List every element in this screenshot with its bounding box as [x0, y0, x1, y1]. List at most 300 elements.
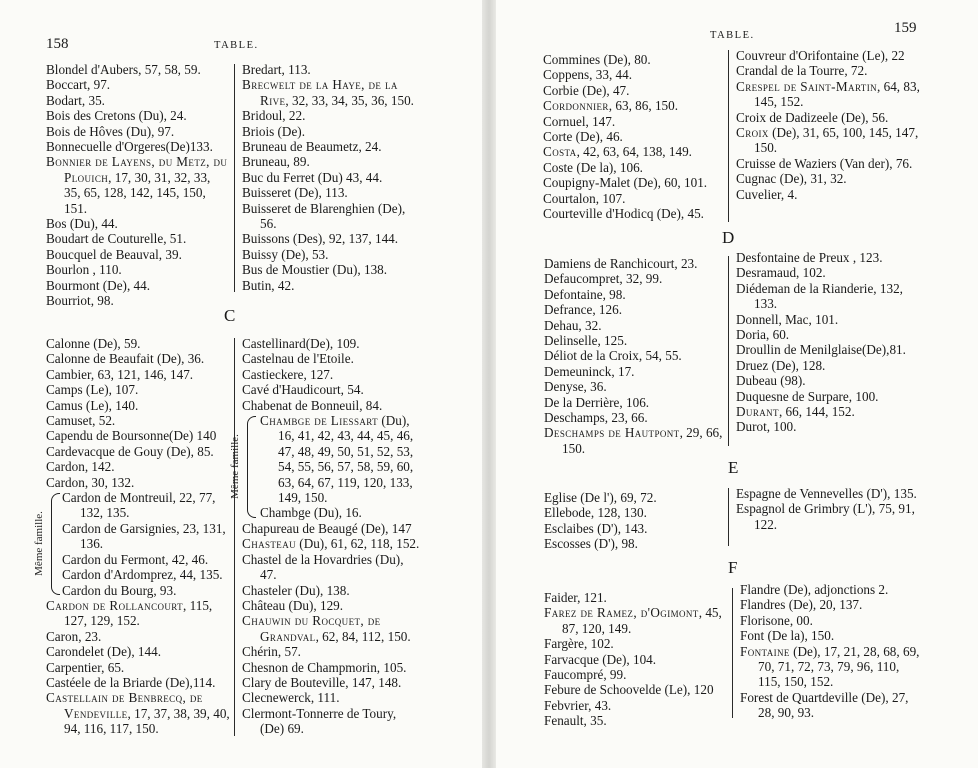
- index-entry: [543, 129, 723, 144]
- entry-name-smallcaps: Croix: [736, 125, 769, 141]
- entry-text: Faider, 121.: [544, 590, 607, 605]
- index-entry: [544, 713, 726, 728]
- index-entry: [543, 114, 723, 129]
- index-entry: [242, 598, 420, 613]
- column-rule: [234, 338, 235, 736]
- index-entry: [242, 521, 420, 536]
- index-entry: [544, 364, 724, 379]
- index-entry: [62, 552, 230, 567]
- index-entry: [544, 287, 724, 302]
- column-rule: [728, 256, 729, 446]
- index-entry: [46, 278, 230, 293]
- entry-name-smallcaps: Cardon de Rollancourt: [46, 597, 184, 613]
- index-entry: [544, 652, 726, 667]
- entry-text: , 17, 37, 38, 39, 40, 94, 116, 117, 150.: [64, 705, 230, 737]
- index-column-d-2: [736, 250, 922, 435]
- entry-text: Chérin, 57.: [242, 644, 301, 660]
- index-entry: [46, 262, 230, 277]
- entry-text: Cardon du Bourg, 93.: [62, 582, 177, 598]
- index-entry: [242, 262, 420, 277]
- index-entry: [740, 613, 924, 628]
- entry-text: , 63, 86, 150.: [608, 98, 679, 114]
- index-entry: [242, 231, 420, 246]
- index-entry: [544, 636, 726, 651]
- index-entry: [544, 318, 724, 333]
- entry-name-smallcaps: Fontaine: [740, 643, 790, 659]
- entry-text: Esclaibes (D'), 143.: [544, 520, 648, 536]
- entry-name-smallcaps: Durant: [736, 404, 779, 420]
- entry-text: Ellebode, 128, 130.: [544, 505, 647, 521]
- entry-text: Clary de Bouteville, 147, 148.: [242, 674, 402, 690]
- index-column-c-2: [229, 336, 420, 737]
- entry-name-smallcaps: Farez de Ramez, d'Ogimont: [544, 605, 699, 621]
- entry-text: Duquesne de Surpare, 100.: [736, 388, 879, 404]
- index-column-d-1: [544, 256, 724, 456]
- entry-text: Bridoul, 22.: [242, 108, 306, 124]
- entry-text: De la Derrière, 106.: [544, 394, 650, 410]
- index-entry: [46, 351, 230, 366]
- index-entry: [544, 379, 724, 394]
- index-entry: [543, 67, 723, 82]
- index-entry: [736, 501, 922, 532]
- entry-text: Droullin de Menilglaise(De),81.: [736, 342, 906, 358]
- entry-text: Cugnac (De), 31, 32.: [736, 171, 847, 187]
- entry-text: Defontaine, 98.: [544, 286, 626, 302]
- index-entry: [544, 682, 726, 697]
- entry-text: Cardon d'Ardomprez, 44, 135.: [62, 567, 223, 583]
- index-entry: [46, 629, 230, 644]
- entry-text: Donnell, Mac, 101.: [736, 311, 839, 327]
- entry-text: Cavé d'Haudicourt, 54.: [242, 382, 364, 398]
- index-entry: [544, 667, 726, 682]
- index-entry: [46, 293, 230, 308]
- index-entry: [62, 567, 230, 582]
- entry-text: Croix de Dadizeele (De), 56.: [736, 109, 889, 125]
- index-entry: [242, 170, 420, 185]
- entry-text: Clermont-Tonnerre de Toury, (De) 69.: [242, 705, 397, 737]
- index-entry: [242, 124, 420, 139]
- entry-text: Camuset, 52.: [46, 413, 116, 429]
- entry-text: Cardon de Garsignies, 23, 131, 136.: [62, 520, 226, 552]
- entry-text: Doria, 60.: [736, 327, 790, 343]
- entry-name-smallcaps: Chasteau: [242, 536, 296, 552]
- index-entry: [736, 281, 922, 312]
- index-entry: [46, 77, 230, 92]
- index-entry: [736, 419, 922, 434]
- entry-text: Farvacque (De), 104.: [544, 651, 657, 667]
- index-entry: [242, 278, 420, 293]
- index-entry: [242, 201, 420, 232]
- entry-name-smallcaps: Bonnier de Layens, du Metz, du Plouich: [46, 154, 228, 185]
- index-entry: [242, 77, 420, 108]
- index-column-c-4: [736, 48, 922, 202]
- index-entry: [242, 154, 420, 169]
- entry-text: Chapureau de Beaugé (De), 147: [242, 520, 412, 536]
- index-column-f-2: [740, 582, 924, 721]
- book-gutter: [482, 0, 496, 768]
- entry-text: Carpentier, 65.: [46, 659, 125, 675]
- entry-text: Bruneau, 89.: [242, 154, 310, 170]
- entry-text: , 32, 33, 34, 35, 36, 150.: [285, 92, 414, 108]
- entry-text: Castéele de la Briarde (De),114.: [46, 674, 216, 690]
- entry-text: Bourlon , 110.: [46, 262, 122, 278]
- entry-text: Boccart, 97.: [46, 77, 111, 93]
- entry-text: Calonne (De), 59.: [46, 336, 141, 351]
- entry-text: Castellinard(De), 109.: [242, 336, 360, 351]
- index-entry: [736, 171, 922, 186]
- index-entry: [740, 690, 924, 721]
- index-entry: [242, 336, 420, 351]
- entry-text: Cardon, 142.: [46, 459, 115, 475]
- index-entry: [46, 108, 230, 123]
- entry-text: Flandres (De), 20, 137.: [740, 597, 863, 613]
- entry-text: Flandre (De), adjonctions 2.: [740, 582, 889, 597]
- entry-text: Boucquel de Beauval, 39.: [46, 246, 182, 262]
- group-brace: [247, 416, 256, 518]
- entry-text: Déliot de la Croix, 54, 55.: [544, 348, 682, 364]
- index-entry: [736, 48, 922, 63]
- entry-text: Dubeau (98).: [736, 373, 806, 389]
- column-rule: [732, 588, 733, 718]
- entry-text: Eglise (De l'), 69, 72.: [544, 490, 657, 505]
- index-entry: [62, 521, 230, 552]
- index-entry: [46, 398, 230, 413]
- index-entry: [260, 505, 420, 520]
- index-entry: [740, 582, 924, 597]
- entry-text: Castelnau de l'Etoile.: [242, 351, 354, 367]
- index-entry: [736, 373, 922, 388]
- entry-text: Escosses (D'), 98.: [544, 536, 638, 552]
- index-entry: [46, 475, 230, 490]
- entry-text: Espagne de Vennevelles (D'), 135.: [736, 486, 917, 501]
- entry-text: Bodart, 35.: [46, 92, 105, 108]
- column-rule: [234, 64, 235, 292]
- index-entry: [544, 605, 726, 636]
- entry-text: Camps (Le), 107.: [46, 382, 139, 398]
- index-column-b-1: [46, 62, 230, 309]
- group-brace: [51, 493, 60, 595]
- index-entry: [242, 690, 420, 705]
- entry-text: Delinselle, 125.: [544, 333, 628, 349]
- entry-text: Buisseret de Blarenghien (De), 56.: [242, 200, 406, 232]
- index-entry: [544, 536, 724, 551]
- index-entry: [242, 613, 420, 644]
- entry-text: Desfontaine de Preux , 123.: [736, 250, 883, 265]
- index-entry: [736, 312, 922, 327]
- index-entry: [46, 675, 230, 690]
- entry-text: (Du), 16, 41, 42, 43, 44, 45, 46, 47, 48, 49, 50, 51, 52, 53, 54, 55, 56, 57, 58, 59, 60, 63, 64, 67, 119, 120, 133, 149, 150.: [278, 413, 414, 506]
- entry-text: Calonne de Beaufait (De), 36.: [46, 351, 205, 367]
- index-entry: [736, 125, 922, 156]
- entry-text: Bonnecuelle d'Orgeres(De)133.: [46, 139, 213, 155]
- index-entry: [46, 231, 230, 246]
- entry-text: Camus (Le), 140.: [46, 397, 139, 413]
- index-entry: [46, 382, 230, 397]
- index-entry: [46, 660, 230, 675]
- index-entry: [242, 583, 420, 598]
- index-entry: [242, 644, 420, 659]
- entry-text: Bruneau de Beaumetz, 24.: [242, 139, 382, 155]
- left-page: [0, 0, 482, 768]
- entry-text: Chasteler (Du), 138.: [242, 582, 350, 598]
- index-entry: [242, 367, 420, 382]
- entry-text: , 17, 30, 31, 32, 33, 35, 65, 128, 142, 145, 150, 151.: [64, 169, 211, 216]
- entry-text: Defrance, 126.: [544, 302, 622, 318]
- index-entry: [46, 139, 230, 154]
- entry-text: Denyse, 36.: [544, 379, 607, 395]
- entry-text: Cardon de Montreuil, 22, 77, 132, 135.: [62, 490, 216, 521]
- entry-text: Corte (De), 46.: [543, 129, 623, 145]
- entry-text: Buc du Ferret (Du) 43, 44.: [242, 169, 383, 185]
- entry-text: Febure de Schoovelde (Le), 120: [544, 682, 714, 698]
- entry-text: Font (De la), 150.: [740, 628, 835, 644]
- page-number: 159: [894, 20, 917, 36]
- index-entry: [242, 536, 420, 551]
- entry-text: , 29, 66, 150.: [562, 425, 723, 456]
- entry-text: Courteville d'Hodicq (De), 45.: [543, 206, 704, 222]
- entry-text: , 62, 84, 112, 150.: [315, 628, 411, 644]
- entry-text: Bus de Moustier (Du), 138.: [242, 262, 388, 278]
- index-entry: [736, 250, 922, 265]
- index-entry: [736, 187, 922, 202]
- entry-text: Coppens, 33, 44.: [543, 67, 633, 83]
- index-entry: [736, 265, 922, 280]
- index-entry: [62, 490, 230, 521]
- entry-text: Caron, 23.: [46, 628, 102, 644]
- entry-text: Defaucompret, 32, 99.: [544, 271, 663, 287]
- entry-text: Demeuninck, 17.: [544, 363, 635, 379]
- index-entry: [543, 191, 723, 206]
- index-entry: [242, 398, 420, 413]
- index-entry: [260, 413, 420, 505]
- index-entry: [46, 413, 230, 428]
- entry-text: Château (Du), 129.: [242, 597, 344, 613]
- index-entry: [62, 583, 230, 598]
- entry-name-smallcaps: Deschamps de Hautpont: [544, 425, 680, 441]
- index-entry: [46, 154, 230, 216]
- index-entry: [543, 175, 723, 190]
- index-entry: [740, 644, 924, 690]
- entry-text: , 45, 87, 120, 149.: [562, 605, 722, 636]
- index-entry: [736, 327, 922, 342]
- index-entry: [46, 216, 230, 231]
- index-entry: [242, 247, 420, 262]
- entry-text: Durot, 100.: [736, 419, 797, 435]
- entry-text: Crandal de la Tourre, 72.: [736, 63, 868, 79]
- index-entry: [736, 110, 922, 125]
- index-entry: [736, 156, 922, 171]
- index-entry: [46, 459, 230, 474]
- index-entry: [46, 598, 230, 629]
- entry-text: Cornuel, 147.: [543, 113, 616, 129]
- index-entry: [242, 675, 420, 690]
- index-entry: [543, 160, 723, 175]
- index-column-c-1: [33, 336, 230, 737]
- section-letter-f: F: [728, 558, 738, 577]
- index-entry: [736, 389, 922, 404]
- entry-name-smallcaps: Chauwin du Rocquet, de Grandval: [242, 613, 381, 644]
- entry-text: Bredart, 113.: [242, 62, 311, 77]
- running-head: TABLE.: [710, 30, 755, 41]
- index-entry: [46, 428, 230, 443]
- column-rule: [728, 488, 729, 546]
- index-column-b-2: [242, 62, 420, 293]
- entry-text: Desramaud, 102.: [736, 265, 826, 281]
- entry-text: Druez (De), 128.: [736, 357, 826, 373]
- index-entry: [242, 185, 420, 200]
- entry-text: Fenault, 35.: [544, 713, 607, 729]
- index-entry: [543, 206, 723, 221]
- group-label: Même famille.: [33, 511, 45, 577]
- entry-text: Briois (De).: [242, 123, 305, 139]
- entry-text: Capendu de Boursonne(De) 140: [46, 428, 217, 444]
- entry-text: Coupigny-Malet (De), 60, 101.: [543, 175, 708, 191]
- index-entry: [544, 256, 724, 271]
- entry-name-smallcaps: Crespel de Saint-Martin: [736, 78, 877, 94]
- group-label: Même famille.: [229, 434, 241, 500]
- index-entry: [736, 342, 922, 357]
- entry-name-smallcaps: Chambge de Liessart: [260, 413, 379, 429]
- entry-text: Buissons (Des), 92, 137, 144.: [242, 231, 399, 247]
- entry-name-smallcaps: Castellain de Benbrecq, de Vendeville: [46, 690, 203, 721]
- index-entry: [736, 79, 922, 110]
- entry-text: Florisone, 00.: [740, 612, 813, 628]
- entry-text: , 66, 144, 152.: [778, 404, 855, 420]
- index-entry: [242, 139, 420, 154]
- entry-text: Corbie (De), 47.: [543, 82, 630, 98]
- entry-text: Febvrier, 43.: [544, 697, 612, 713]
- entry-name-smallcaps: Cordonnier: [543, 98, 609, 114]
- entry-text: Cuvelier, 4.: [736, 186, 798, 202]
- entry-name-smallcaps: Costa: [543, 144, 577, 160]
- entry-text: Commines (De), 80.: [543, 52, 651, 67]
- running-head: TABLE.: [214, 40, 259, 51]
- entry-text: (Du), 61, 62, 118, 152.: [296, 536, 420, 552]
- index-entry: [544, 410, 724, 425]
- index-entry: [242, 706, 420, 737]
- entry-text: Fargère, 102.: [544, 636, 614, 652]
- entry-text: Boudart de Couturelle, 51.: [46, 231, 187, 247]
- entry-text: Castieckere, 127.: [242, 366, 334, 382]
- index-entry: [242, 382, 420, 397]
- section-letter-d: D: [722, 228, 735, 247]
- index-entry: [242, 62, 420, 77]
- chambge-family-group: [229, 413, 420, 521]
- entry-text: Diédeman de la Rianderie, 132, 133.: [736, 280, 903, 312]
- index-entry: [544, 395, 724, 410]
- entry-text: Cardon du Fermont, 42, 46.: [62, 551, 209, 567]
- entry-text: Bourriot, 98.: [46, 293, 114, 309]
- entry-text: Couvreur d'Orifontaine (Le), 22: [736, 48, 905, 63]
- index-entry: [544, 302, 724, 317]
- entry-text: Chabenat de Bonneuil, 84.: [242, 397, 383, 413]
- cardon-family-group: [33, 490, 230, 598]
- index-entry: [46, 124, 230, 139]
- entry-text: Chesnon de Champmorin, 105.: [242, 659, 407, 675]
- section-letter-c: C: [224, 306, 236, 325]
- index-column-c-3: [543, 52, 723, 221]
- index-column-f-1: [544, 590, 726, 729]
- index-entry: [46, 367, 230, 382]
- index-entry: [242, 351, 420, 366]
- right-page: [496, 0, 978, 768]
- entry-text: , 42, 63, 64, 138, 149.: [576, 144, 692, 160]
- index-entry: [543, 144, 723, 159]
- entry-text: Clecnewerck, 111.: [242, 690, 340, 706]
- index-entry: [46, 62, 230, 77]
- index-entry: [544, 505, 724, 520]
- entry-text: (De), 31, 65, 100, 145, 147, 150.: [754, 125, 919, 156]
- entry-text: Bois des Cretons (Du), 24.: [46, 108, 187, 124]
- column-rule: [728, 50, 729, 222]
- index-entry: [736, 358, 922, 373]
- entry-name-smallcaps: Brecwelt de la Haye, de la Rive: [242, 77, 398, 108]
- entry-text: Blondel d'Aubers, 57, 58, 59.: [46, 62, 201, 77]
- index-entry: [740, 597, 924, 612]
- entry-text: Bourmont (De), 44.: [46, 277, 151, 293]
- index-entry: [736, 486, 922, 501]
- index-entry: [544, 425, 724, 456]
- entry-text: , 64, 83, 145, 152.: [754, 78, 920, 110]
- index-entry: [46, 690, 230, 736]
- entry-text: Bos (Du), 44.: [46, 216, 118, 232]
- index-entry: [736, 404, 922, 419]
- entry-text: Cambier, 63, 121, 146, 147.: [46, 366, 194, 382]
- page-number: 158: [46, 36, 69, 52]
- index-column-e-2: [736, 486, 922, 532]
- entry-text: Chastel de la Hovardries (Du), 47.: [242, 551, 404, 583]
- entry-text: , 115, 127, 129, 152.: [64, 597, 213, 629]
- index-entry: [242, 108, 420, 123]
- entry-text: Damiens de Ranchicourt, 23.: [544, 256, 698, 271]
- entry-text: Butin, 42.: [242, 277, 295, 293]
- entry-text: Faucompré, 99.: [544, 667, 627, 683]
- entry-text: Cruisse de Waziers (Van der), 76.: [736, 155, 913, 171]
- index-entry: [46, 444, 230, 459]
- index-entry: [46, 247, 230, 262]
- entry-text: (De), 17, 21, 28, 68, 69, 70, 71, 72, 73, 79, 96, 110, 115, 150, 152.: [758, 643, 920, 690]
- entry-text: Carondelet (De), 144.: [46, 644, 161, 660]
- entry-text: Cardevacque de Gouy (De), 85.: [46, 443, 214, 459]
- index-entry: [544, 333, 724, 348]
- entry-text: Bois de Hôves (Du), 97.: [46, 123, 175, 139]
- section-letter-e: E: [728, 458, 739, 477]
- index-entry: [46, 336, 230, 351]
- entry-text: Coste (De la), 106.: [543, 159, 643, 175]
- index-entry: [544, 590, 726, 605]
- index-entry: [544, 271, 724, 286]
- index-entry: [543, 83, 723, 98]
- entry-text: Dehau, 32.: [544, 317, 602, 333]
- entry-text: Chambge (Du), 16.: [260, 505, 362, 521]
- index-entry: [544, 348, 724, 363]
- index-entry: [544, 490, 724, 505]
- index-entry: [740, 628, 924, 643]
- index-entry: [46, 93, 230, 108]
- entry-text: Buissy (De), 53.: [242, 246, 329, 262]
- index-entry: [544, 521, 724, 536]
- index-entry: [543, 98, 723, 113]
- entry-text: Forest de Quartdeville (De), 27, 28, 90, 93.: [740, 689, 909, 721]
- entry-text: Espagnol de Grimbry (L'), 75, 91, 122.: [736, 501, 915, 532]
- index-entry: [544, 698, 726, 713]
- index-entry: [736, 63, 922, 78]
- index-entry: [242, 660, 420, 675]
- index-column-e-1: [544, 490, 724, 552]
- entry-text: Buisseret (De), 113.: [242, 185, 348, 201]
- index-entry: [242, 552, 420, 583]
- entry-text: Deschamps, 23, 66.: [544, 410, 648, 426]
